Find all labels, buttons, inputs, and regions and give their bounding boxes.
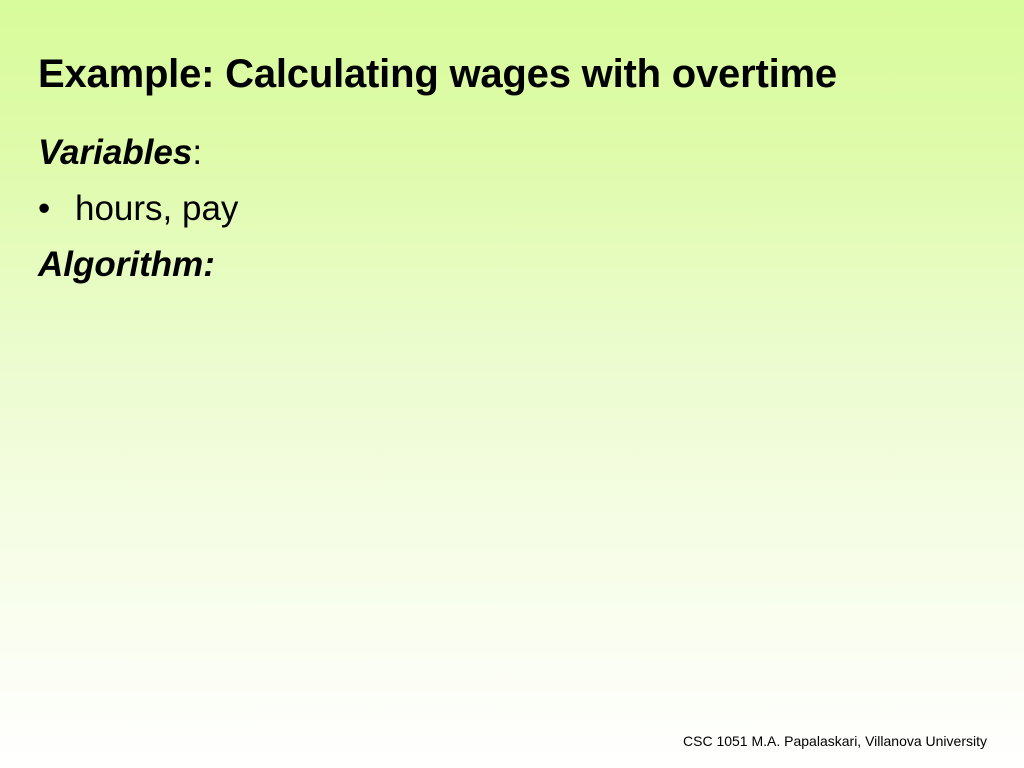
variables-heading: Variables [38, 133, 193, 172]
variables-colon: : [192, 133, 203, 172]
slide-footer: CSC 1051 M.A. Papalaskari, Villanova University [683, 733, 987, 749]
variables-heading-line [38, 125, 978, 181]
list-item [38, 181, 978, 237]
variable-names: hours, pay [75, 189, 239, 228]
variables-list [38, 181, 978, 237]
algorithm-heading: Algorithm: [38, 245, 215, 284]
slide-title: Example: Calculating wages with overtime [38, 52, 837, 96]
slide-body [38, 125, 978, 293]
bullet-icon: • [38, 189, 51, 228]
